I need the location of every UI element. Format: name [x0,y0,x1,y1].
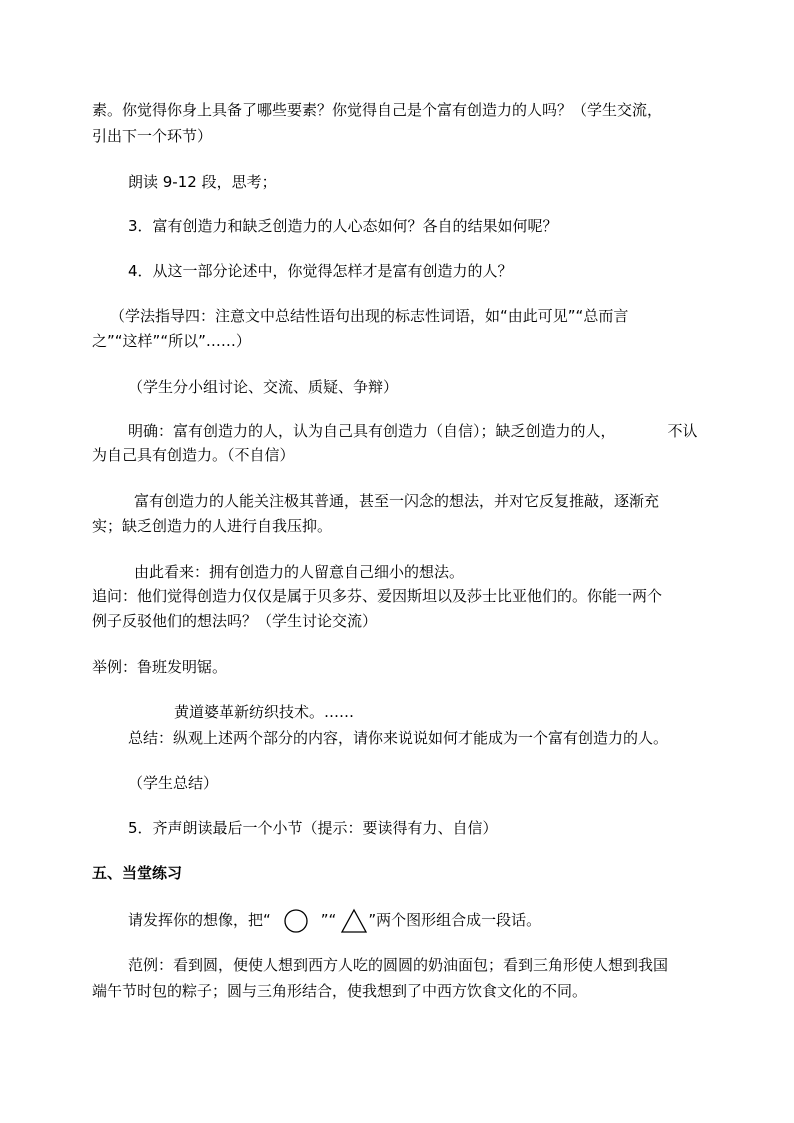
paragraph-line: 4．从这一部分论述中，你觉得怎样才是富有创造力的人？ [128,262,513,280]
paragraph-line: （学生分小组讨论、交流、质疑、争辩） [128,378,399,396]
paragraph-line [128,907,794,933]
paragraph-line: 3．富有创造力和缺乏创造力的人心态如何？各自的结果如何呢？ [128,217,558,235]
paragraph-text: ”“ [320,911,337,929]
paragraph-text: 请发挥你的想像，把“ [128,911,271,929]
paragraph-line: 引出下一个环节） [92,127,213,145]
paragraph-line: 富有创造力的人能关注极其普通，甚至一闪念的想法，并对它反复推敲，逐渐充 [134,492,660,510]
paragraph-line: （学法指导四：注意文中总结性语句出现的标志性词语，如“由此可见”“总而言 [110,307,629,325]
paragraph-line: 素。你觉得你身上具备了哪些要素？你觉得自己是个富有创造力的人吗？（学生交流， [92,101,663,119]
paragraph-line: 总结：纵观上述两个部分的内容，请你来说说如何才能成为一个富有创造力的人。 [128,729,669,747]
circle-icon [283,908,309,934]
paragraph-line: 之”“这样”“所以”……） [92,332,251,350]
paragraph-line: 举例：鲁班发明锯。 [92,658,228,676]
paragraph-line: 例子反驳他们的想法吗？（学生讨论交流） [92,612,378,630]
paragraph-line: 端午节时包的粽子；圆与三角形结合，使我想到了中西方饮食文化的不同。 [92,982,588,1000]
paragraph-line: 黄道婆革新纺织技术。…… [174,703,355,721]
paragraph-text: 不认 [667,422,698,440]
paragraph-line: （学生总结） [128,774,219,792]
paragraph-line: 追问：他们觉得创造力仅仅是属于贝多芬、爱因斯坦以及莎士比亚他们的。你能一两个 [92,587,663,605]
paragraph-line: 范例：看到圆，便使人想到西方人吃的圆圆的奶油面包；看到三角形使人想到我国 [128,956,669,974]
paragraph-text: 明确：富有创造力的人，认为自己具有创造力（自信）；缺乏创造力的人， [128,422,616,440]
paragraph-line [128,421,794,441]
paragraph-line: 5．齐声朗读最后一个小节（提示：要读得有力、自信） [128,819,498,837]
section-heading: 五、当堂练习 [92,864,183,882]
paragraph-line: 由此看来：拥有创造力的人留意自己细小的想法。 [134,563,465,581]
paragraph-line: 实；缺乏创造力的人进行自我压抑。 [92,517,333,535]
paragraph-text: ”两个图形组合成一段话。 [368,911,542,929]
paragraph-line: 朗读 9-12 段，思考； [128,173,277,191]
triangle-icon [340,908,368,934]
paragraph-line: 为自己具有创造力。（不自信） [92,446,295,464]
